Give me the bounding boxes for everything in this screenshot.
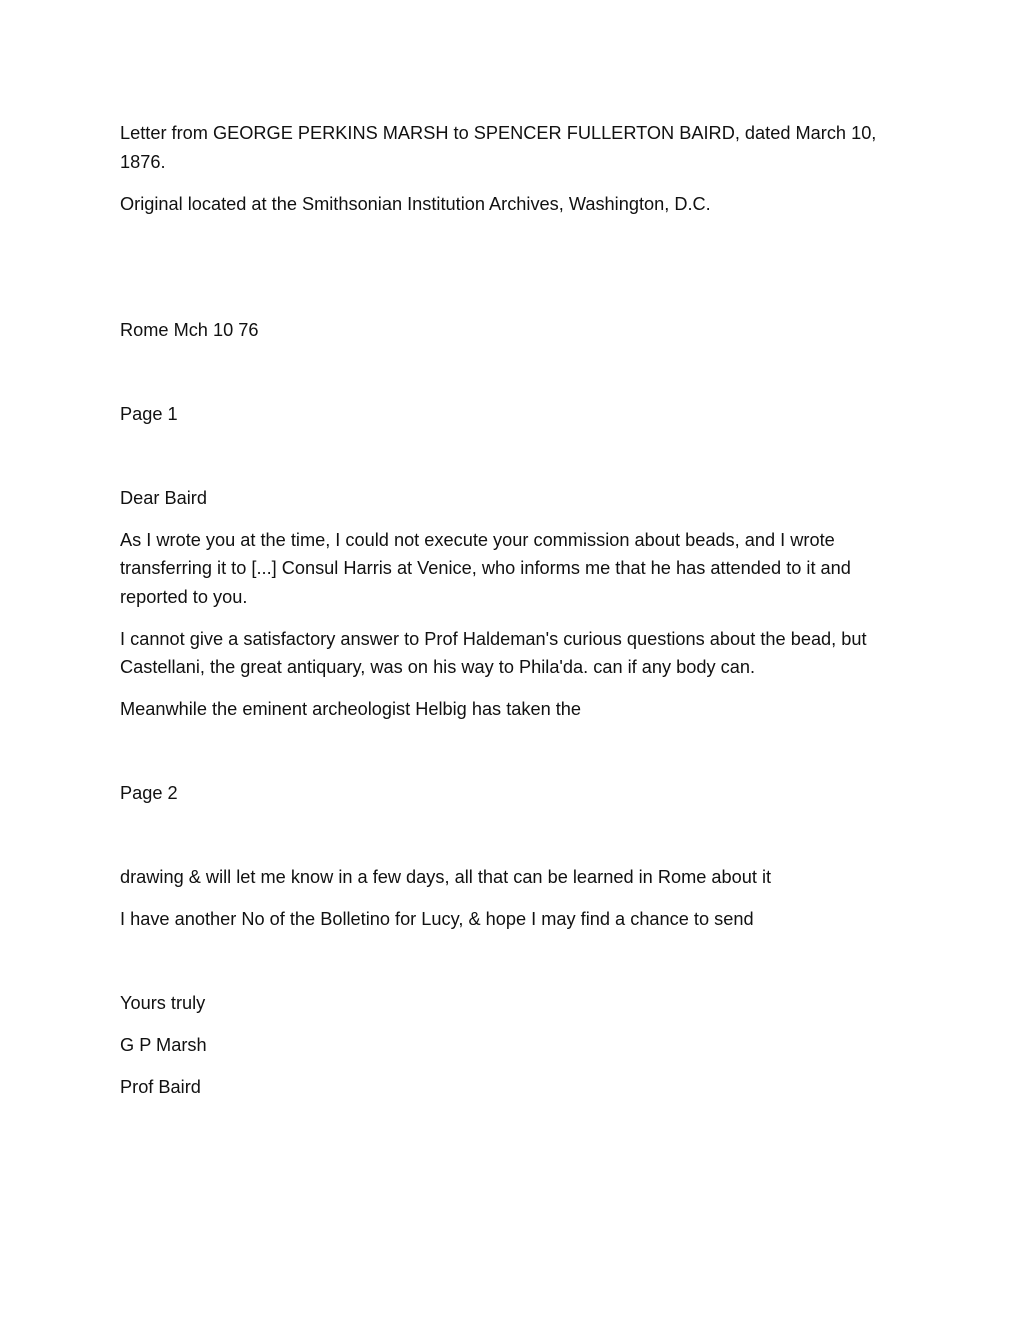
page-label-1: Page 1 [120,403,178,424]
blank-line [120,442,910,471]
source-line: Original located at the Smithsonian Institution Archives, Washington, D.C. [120,193,711,214]
page-label-2: Page 2 [120,783,178,803]
blank-line [120,737,910,766]
blank-line [120,232,910,261]
paragraph-3: Meanwhile the eminent archeologist Helbig has taken the [120,699,582,719]
blank-line [120,274,910,303]
paragraph-4: drawing & will let me know in a few days, all that can be learned in Rome about it [120,867,772,887]
paragraph-5: I have another No of the Bolletino for Lucy, & hope I may find a chance to send [120,909,754,929]
paragraph-1: As I wrote you at the time, I could not execute your commission about beads, and I wrote transferring it to [...] Consul Harris at Venice, who informs me that he has attended to it and reported to you. [120,529,851,607]
closing: Yours truly [120,993,206,1013]
blank-line [120,821,910,850]
blank-line [120,947,910,976]
document-body [120,119,910,1115]
addressee: Prof Baird [120,1077,201,1097]
title-line: Letter from GEORGE PERKINS MARSH to SPENCER FULLERTON BAIRD, dated March 10, 1876. [120,123,877,172]
place-date: Rome Mch 10 76 [120,319,259,340]
paragraph-2: I cannot give a satisfactory answer to Prof Haldeman's curious questions about the bead, but Castellani, the great antiquary, was on his way to Phila'da. can if any body can. [120,628,867,677]
salutation: Dear Baird [120,487,207,508]
blank-line [120,358,910,387]
signature: G P Marsh [120,1035,207,1055]
